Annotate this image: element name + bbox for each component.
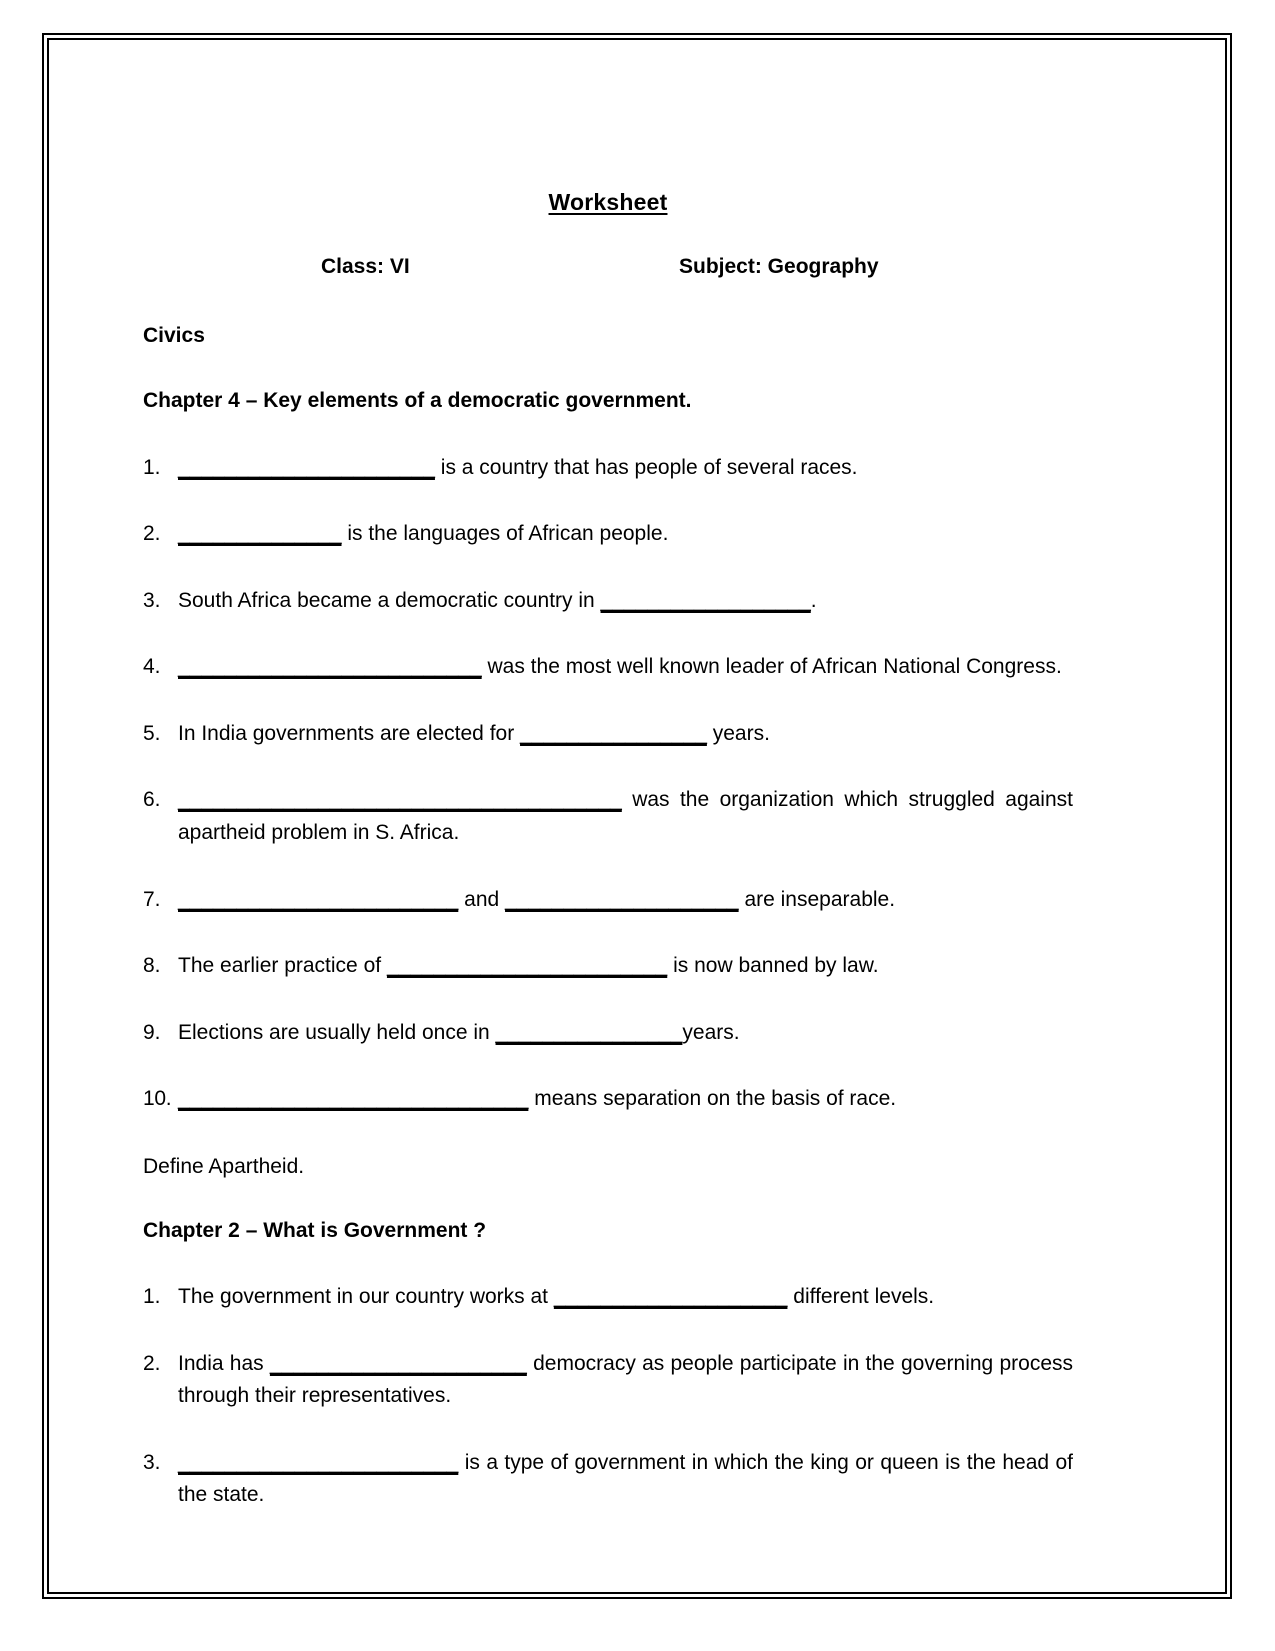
question-number: 8. — [143, 954, 161, 978]
question-item — [143, 784, 1073, 849]
question-text: In India governments are elected for — [178, 721, 521, 745]
answer-blank: ____________________ — [553, 1285, 788, 1309]
question-text: is a type of government in which the king or queen is the head of the state. — [178, 1450, 1073, 1507]
question-item — [143, 1447, 1073, 1512]
question-list — [143, 1281, 1073, 1512]
chapter-block — [143, 388, 1073, 1115]
question-text: The earlier practice of — [178, 954, 387, 978]
answer-blank: ______________ — [178, 522, 342, 546]
question-item — [143, 884, 1073, 917]
question-text: was the most well known leader of African National Congress. — [481, 655, 1062, 679]
chapter-heading: Chapter 4 – Key elements of a democratic government. — [143, 389, 692, 413]
section-label: Civics — [143, 324, 205, 348]
question-text: South Africa became a democratic country in — [178, 588, 601, 612]
question-text: democracy as people participate in the governing process through their representatives. — [178, 1351, 1073, 1408]
meta-row — [143, 255, 1073, 283]
question-text: was the organization which struggled against apartheid problem in S. Africa. — [178, 788, 1073, 844]
question-item — [143, 1083, 1073, 1116]
question-number: 7. — [143, 887, 161, 911]
question-item — [143, 452, 1073, 485]
page-title — [143, 190, 1073, 215]
class-label: Class: VI — [321, 255, 410, 279]
chapter-heading: Chapter 2 – What is Government ? — [143, 1218, 487, 1242]
question-item — [143, 1348, 1073, 1413]
page-title-text: Worksheet — [548, 189, 668, 215]
question-text: The government in our country works at — [178, 1285, 554, 1309]
question-text: are inseparable. — [738, 887, 896, 911]
question-list — [143, 452, 1073, 1116]
question-number: 2. — [143, 1351, 161, 1375]
question-item — [143, 1017, 1073, 1050]
question-number: 10. — [143, 1087, 172, 1111]
document-content — [143, 190, 1073, 1512]
answer-blank: __________________________ — [178, 655, 482, 679]
answer-blank: ____________________ — [505, 887, 739, 911]
answer-blank: ________________ — [520, 721, 707, 745]
answer-blank: __________________ — [600, 588, 811, 612]
question-number: 2. — [143, 522, 161, 546]
answer-blank: ________________________ — [178, 1450, 459, 1474]
define-prompt: Define Apartheid. — [143, 1154, 305, 1178]
question-text: . — [810, 588, 817, 612]
question-text: years. — [706, 721, 770, 745]
question-number: 6. — [143, 788, 161, 812]
question-number: 5. — [143, 721, 161, 745]
answer-blank: ______________________ — [178, 455, 435, 479]
question-item — [143, 585, 1073, 618]
subject-label: Subject: Geography — [679, 255, 879, 279]
question-item — [143, 1281, 1073, 1314]
question-number: 9. — [143, 1020, 161, 1044]
question-item — [143, 950, 1073, 983]
question-text: is a country that has people of several races. — [434, 455, 858, 479]
answer-blank: ________________________ — [178, 887, 459, 911]
question-number: 3. — [143, 588, 161, 612]
question-text: India has — [178, 1351, 270, 1375]
answer-blank: ________________ — [495, 1020, 683, 1044]
answer-blank: ________________________ — [386, 954, 668, 978]
chapters-container — [143, 388, 1073, 1511]
question-number: 1. — [143, 455, 161, 479]
question-number: 3. — [143, 1450, 161, 1474]
question-item — [143, 518, 1073, 551]
question-text: means separation on the basis of race. — [528, 1087, 897, 1111]
answer-blank: ______________________________ — [178, 1087, 529, 1111]
question-number: 4. — [143, 655, 161, 679]
question-text: Elections are usually held once in — [178, 1020, 496, 1044]
question-text: different levels. — [787, 1285, 935, 1309]
question-text: is the languages of African people. — [341, 522, 669, 546]
question-number: 1. — [143, 1285, 161, 1309]
question-text: years. — [682, 1020, 740, 1044]
question-text: and — [458, 887, 506, 911]
question-item — [143, 651, 1073, 684]
question-item — [143, 718, 1073, 751]
question-text: is now banned by law. — [667, 954, 879, 978]
answer-blank: ______________________________________ — [178, 788, 622, 812]
chapter-block — [143, 1218, 1073, 1512]
answer-blank: ______________________ — [269, 1351, 527, 1375]
